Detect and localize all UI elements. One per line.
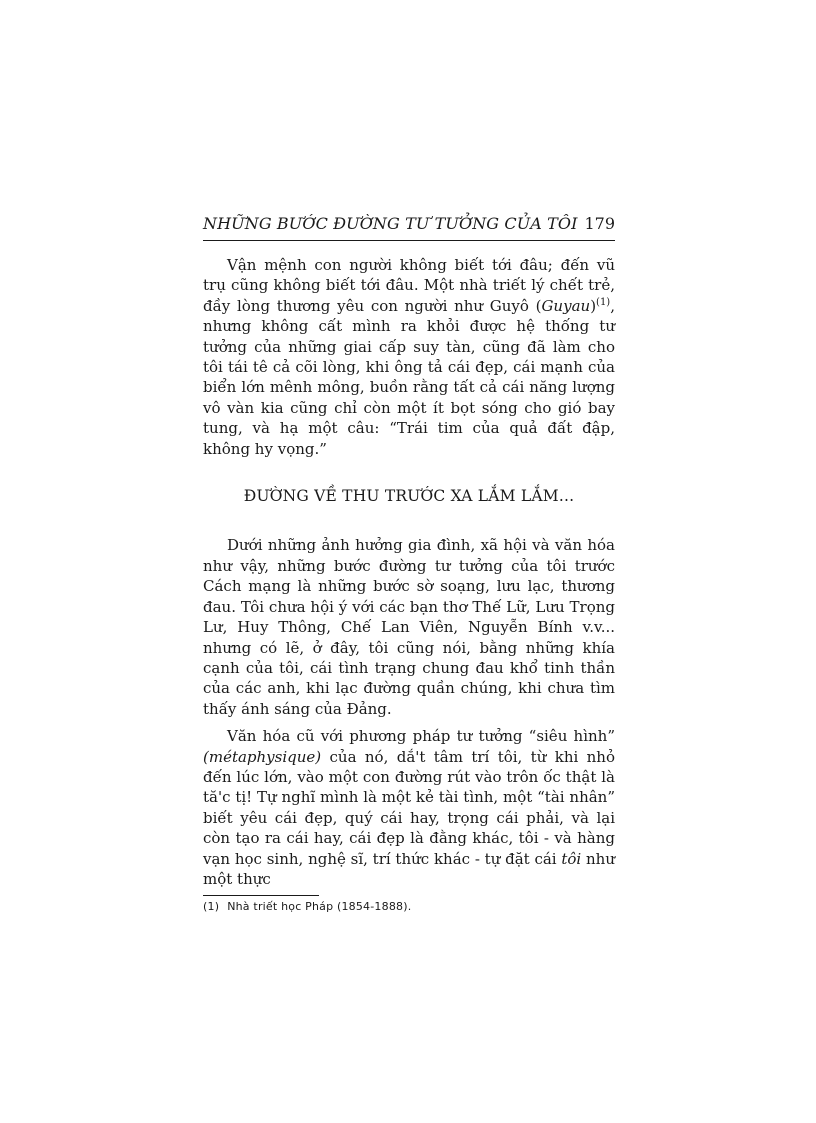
paragraph-3-text-b: của nó, dắ't tâm trí tôi, từ khi nhỏ đến lúc lớn, vào một con đường rút vào trôn ốc thật là tă'c tị! Tự nghĩ mình là một kẻ tài tình, một “tài nhân” biết yêu cái đẹp, quý cái hay, trọng cái phải, và lại còn tạo ra cái hay, cái đẹp là đằng khác, tôi - và hàng vạn học sinh, nghệ sĩ, trí thức khác - tự đặt cái: [203, 747, 615, 868]
paragraph-3: [203, 726, 615, 889]
book-page: [203, 214, 615, 913]
footnote-text: Nhà triết học Pháp (1854-1888).: [227, 900, 412, 914]
footnote: [203, 900, 615, 913]
paragraph-3-text-c: như một thực: [203, 849, 615, 888]
footnote-number: (1): [203, 900, 220, 914]
paragraph-3-italic-a: (métaphysique): [203, 747, 322, 766]
paragraph-1-text-a: Vận mệnh con người không biết tới đâu; đến vũ trụ cũng không biết tới đâu. Một nhà triết lý chết trẻ, đầy lòng thương yêu con người như Guyô (: [203, 256, 615, 315]
footnote-divider: [203, 895, 319, 896]
paragraph-2: Dưới những ảnh hưởng gia đình, xã hội và văn hóa như vậy, những bước đường tư tưởng của tôi trước Cách mạng là những bước sờ soạng, lưu lạc, thương đau. Tôi chưa hội ý với các bạn thơ Thế Lữ, Lưu Trọng Lư, Huy Thông, Chế Lan Viên, Nguyễn Bính v.v... nhưng có lẽ, ở đây, tôi cũng nói, bằng những khía cạnh của tôi, cái tình trạng chung đau khổ tinh thần của các anh, khi lạc đường quần chúng, khi chưa tìm thấy ánh sáng của Đảng.: [203, 536, 615, 718]
running-title: NHỮNG BƯỚC ĐƯỜNG TƯ TƯỞNG CỦA TÔI: [203, 214, 578, 233]
paragraph-3-italic-b: tôi: [561, 849, 582, 868]
paragraph-3-text-a: Văn hóa cũ với phương pháp tư tưởng “siêu hình”: [227, 727, 615, 746]
body-text: [203, 255, 615, 889]
footnote-ref[interactable]: (1): [596, 296, 611, 308]
page-number: 179: [584, 214, 615, 233]
section-heading: ĐƯỜNG VỀ THU TRƯỚC XA LẮM LẮM...: [243, 487, 575, 506]
paragraph-1-italic: Guyau: [541, 296, 591, 315]
running-header: [203, 214, 615, 241]
paragraph-1-text-b: , nhưng không cất mình ra khỏi được hệ thống tư tưởng của những giai cấp suy tàn, cũng đã làm cho tôi tái tê cả cõi lòng, khi ông tả cái đẹp, cái mạnh của biển lớn mênh mông, buồn rằng tất cả cái năng lượng vô vàn kia cũng chỉ còn một ít bọt sóng cho gió bay tung, và hạ một câu: “Trái tim của quả đất đập, không hy vọng.”: [203, 296, 615, 458]
paragraph-1: Vận mệnh con người không biết tới đâu; đến vũ trụ cũng không biết tới đâu. Một nhà triết lý chết trẻ, đầy lòng thương yêu con người như Guyô (Guyau)$^{(1)}$, nhưng không cất mình ra khỏi được hệ thống tư tưởng của những giai cấp suy tàn, cũng đã làm cho tôi tái tê cả cõi lòng, khi ông tả cái đẹp, cái mạnh của biển lớn mênh mông, buồn rằng tất cả cái năng lượng vô vàn kia cũng chỉ còn một ít bọt sóng cho gió bay tung, và hạ một câu: “Trái tim của quả đất đập, không hy vọng.”: [203, 256, 615, 458]
